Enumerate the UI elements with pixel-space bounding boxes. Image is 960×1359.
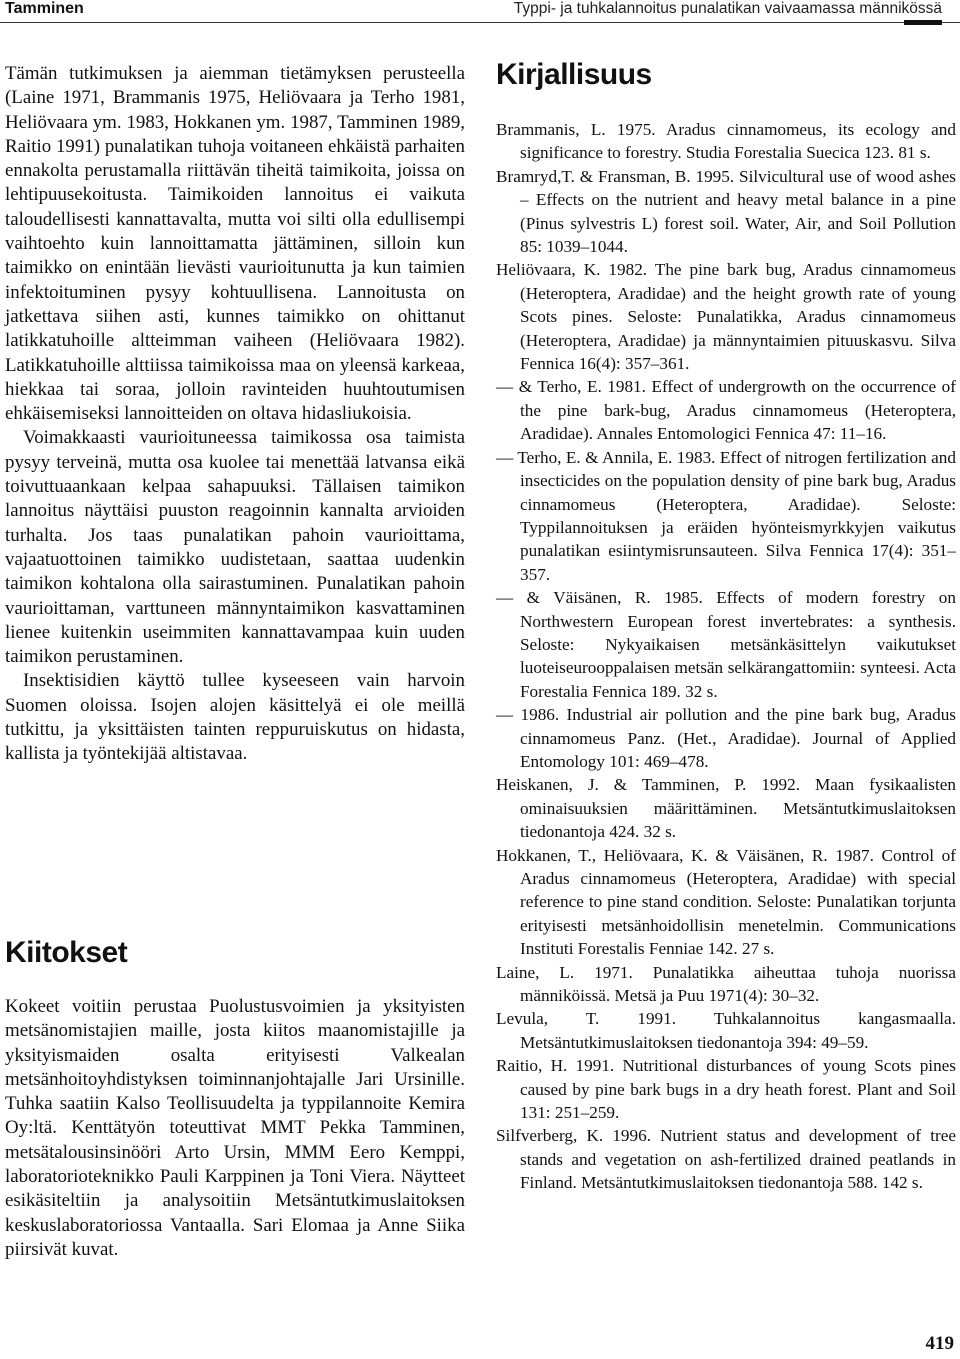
acknowledgements-section xyxy=(5,995,465,1262)
acknowledgements-heading: Kiitokset xyxy=(5,936,128,969)
reference-item: Bramryd,T. & Fransman, B. 1995. Silvicultural use of wood ashes – Effects on the nutrient and heavy metal balance in a pine (Pinus sylvestris L) forest soil. Water, Air, and Soil Pollution 85: 1039–1044. xyxy=(496,166,956,257)
reference-item: — 1986. Industrial air pollution and the pine bark bug, Aradus cinnamomeus Panz. (Het., Aradidae). Journal of Applied Entomology 101: 469–478. xyxy=(496,705,956,771)
reference-item: — Terho, E. & Annila, E. 1983. Effect of nitrogen fertilization and insecticides on the population density of pine bark bug, Aradus cinnamomeus (Heteroptera, Aradidae). Seloste: Typpilannoituksen ja eräiden hyönteismyrkkyjen vaikutus punalatikan esiintymisrunsauteen. Silva Fennica 17(4): 351–357. xyxy=(496,447,956,584)
references-list xyxy=(496,118,956,1195)
reference-item: Levula, T. 1991. Tuhkalannoitus kangasmaalla. Metsäntutkimuslaitoksen tiedonantoja 394: 49–59. xyxy=(496,1009,956,1052)
acknowledgements-text: Kokeet voitiin perustaa Puolustusvoimien ja yksityisten metsänomistajien maille, josta kiitos maanomistajille ja yksityismaiden osalta erityisesti Valkealan metsänhoitoyhdistyksen toiminnanjohtajalle Jari Ursinille. Tuhka saatiin Kalso Teollisuudelta ja typpilannoite Kemira Oy:ltä. Kenttätyön toteuttivat MMT Pekka Tamminen, metsätalousinsinööri Arto Ursin, MMM Eero Kemppi, laboratorioteknikko Pauli Karppinen ja Toni Viera. Näytteet esikäsiteltiin ja analysoitiin Metsäntutkimuslaitoksen keskuslaboratoriossa Vantaalla. Sari Elomaa ja Anne Siika piirsivät kuvat. xyxy=(5,996,465,1260)
body-column xyxy=(5,62,465,767)
running-header-title: Typpi- ja tuhkalannoitus punalatikan vaivaamassa männikössä xyxy=(513,0,942,17)
body-paragraph: Voimakkaasti vaurioituneessa taimikossa osa taimista pysyy terveinä, mutta osa kuolee tai menettää latvansa eikä toivuttuaankaan kelpaa sahapuuksi. Tällaisen taimikon lannoitus näyttäisi puuston reagoinnin kannalta arvioiden turhalta. Jos taas punalatikan pahoin vaurioittama, vajaatuottoinen taimikko uudistetaan, saattaa uudenkin taimikon kohtalona olla sairastuminen. Punalatikan pahoin vaurioittaman, varttuneen männyntaimikon kasvattaminen lienee kuitenkin useimmiten kannattavampaa kuin uuden taimikon perustaminen. xyxy=(5,427,465,668)
page-number: 419 xyxy=(925,1333,954,1354)
reference-item: Silfverberg, K. 1996. Nutrient status and development of tree stands and vegetation on ash-fertilized drained peatlands in Finland. Metsäntutkimuslaitoksen tiedonantoja 588. 142 s. xyxy=(496,1126,956,1193)
reference-item: Brammanis, L. 1975. Aradus cinnamomeus, its ecology and significance to forestry. Studia Forestalia Suecica 123. 81 s. xyxy=(496,120,956,163)
reference-item: Heliövaara, K. 1982. The pine bark bug, Aradus cinnamomeus (Heteroptera, Aradidae) and the height growth rate of young Scots pines. Seloste: Punalatikka, Aradus cinnamomeus (Heteroptera, Aradidae) ja männyntaimien pituuskasvu. Silva Fennica 16(4): 357–361. xyxy=(496,260,956,374)
references-heading: Kirjallisuus xyxy=(496,58,652,91)
reference-item: — & Väisänen, R. 1985. Effects of modern forestry on Northwestern European forest invertebrates: a synthesis. Seloste: Nykyaikaisen metsänkäsittelyn vaikutukset luoteiseurooppalaisen metsän selkärangattomiin: synteesi. Acta Forestalia Fennica 189. 32 s. xyxy=(496,588,956,701)
header-mark xyxy=(904,20,942,25)
running-header-author: Tamminen xyxy=(5,0,84,17)
header-rule xyxy=(0,22,960,23)
reference-item: Heiskanen, J. & Tamminen, P. 1992. Maan fysikaalisten ominaisuuksien määrittäminen. Metsäntutkimuslaitoksen tiedonantoja 424. 32 s. xyxy=(496,775,956,842)
reference-item: Hokkanen, T., Heliövaara, K. & Väisänen, R. 1987. Control of Aradus cinnamomeus (Heteroptera, Aradidae) with special reference to pine stand condition. Seloste: Punalatikan torjunta erityisesti metsänhoidollisin menetelmin. Communications Instituti Forestalis Fenniae 142. 27 s. xyxy=(496,845,956,959)
reference-item: — & Terho, E. 1981. Effect of undergrowth on the occurrence of the pine bark-bug, Aradus cinnamomeus (Heteroptera, Aradidae). Annales Entomologici Fennica 47: 11–16. xyxy=(496,377,956,444)
body-paragraph: Tämän tutkimuksen ja aiemman tietämyksen perusteella (Laine 1971, Brammanis 1975, Heliövaara ja Terho 1981, Heliövaara ym. 1983, Hokkanen ym. 1987, Tamminen 1989, Raitio 1991) punalatikan tuhoja voitaneen ehkäistä parhaiten ennakolta perustamalla riittävän tiheitä taimikoita, joissa on lehtipuusekoitusta. Taimikoiden lannoitus ei vaikuta taloudellisesti kannattavalta, mutta voi silti olla edullisempi vaihtoehto kuin lannoittamatta jättäminen, silloin kun taimikko on enintään lievästi vaurioitunutta ja kun taimien infektoituminen pysyy kohtuullisena. Lannoitusta on jatkettava siihen asti, kunnes taimikko on ohittanut latikkatuhoille altteimman vaiheen (Heliövaara 1982). Latikkatuhoille alttiissa taimikoissa maa on yleensä karkeaa, hiekkaa tai soraa, jolloin ravinteiden huuhtoutumisen ehkäisemiseksi lannoitteiden on oltava hidasliukoisia. xyxy=(5,63,465,425)
reference-item: Raitio, H. 1991. Nutritional disturbances of young Scots pines caused by pine bark bugs in a dry heath forest. Plant and Soil 131: 251–259. xyxy=(496,1056,956,1123)
body-paragraph: Insektisidien käyttö tullee kyseeseen vain harvoin Suomen oloissa. Isojen alojen käsittelyä ei ole meillä tutkittu, ja yksittäisten tainten reppuruiskutus on hidasta, kallista ja työntekijää altistavaa. xyxy=(5,670,465,765)
reference-item: Laine, L. 1971. Punalatikka aiheuttaa tuhoja nuorissa männiköissä. Metsä ja Puu 1971(4): 30–32. xyxy=(496,962,956,1006)
